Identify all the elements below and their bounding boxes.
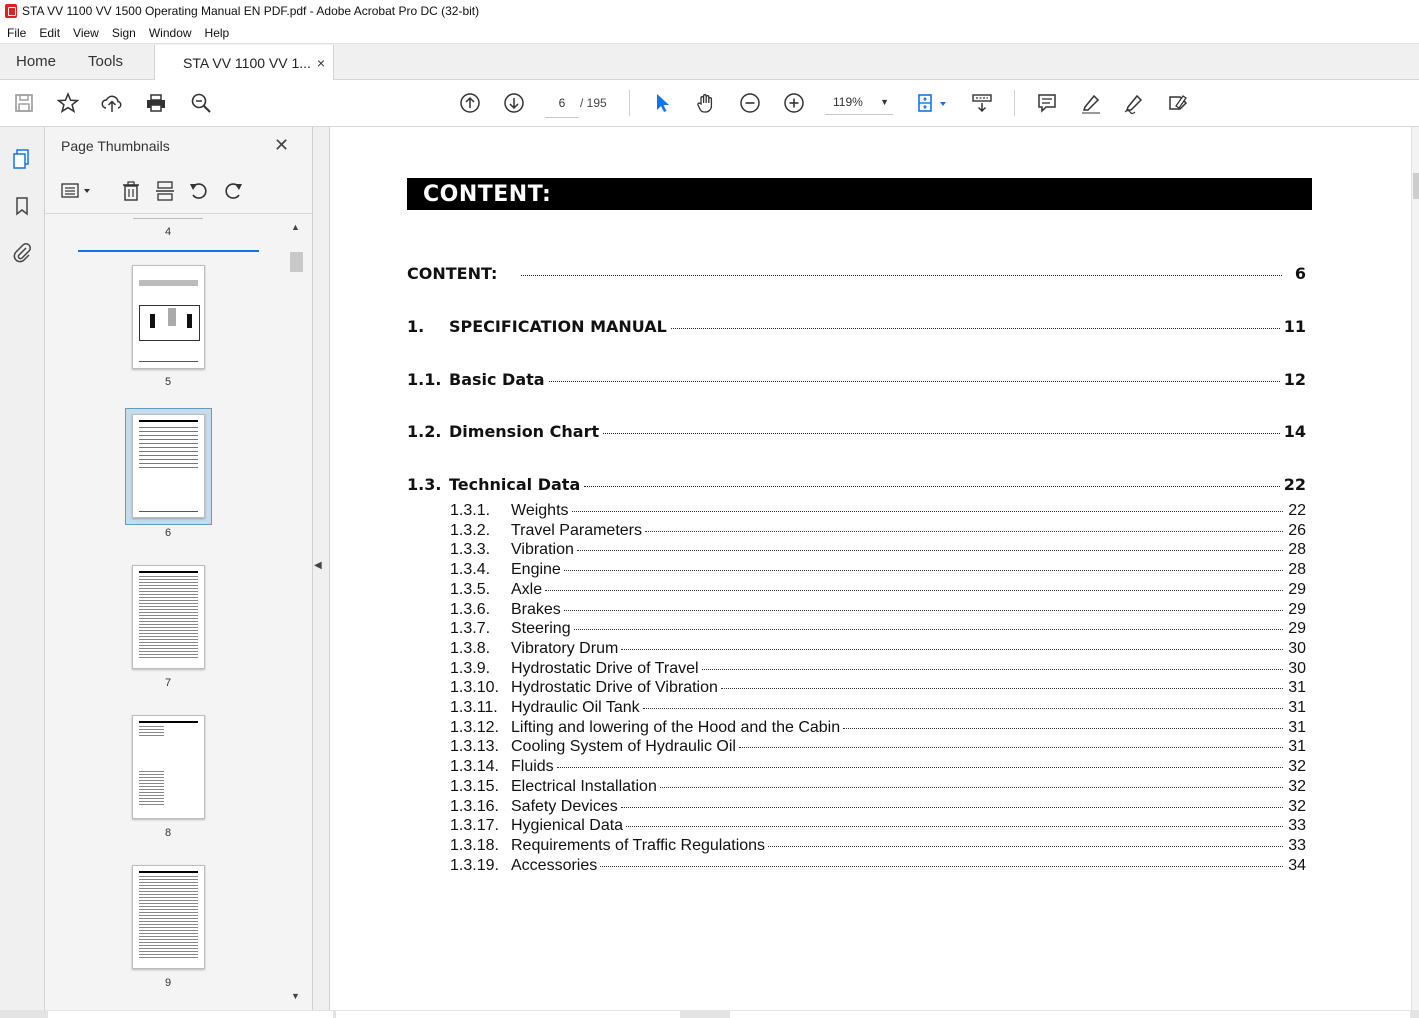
toc-subentry-title: Weights [511, 502, 569, 519]
toc-entry[interactable] [407, 317, 1306, 336]
toc-subentry[interactable] [450, 738, 1306, 756]
page-thumbnails-panel [45, 127, 313, 1018]
toc-subentry-page: 32 [1288, 797, 1306, 815]
toc-entry-page: 14 [1283, 422, 1306, 441]
scrollbar-thumb[interactable] [1413, 173, 1419, 199]
toc-dot-leader [584, 486, 1279, 487]
toc-subentry[interactable] [450, 679, 1306, 697]
toc-subentry-page: 28 [1288, 541, 1306, 559]
menu-file[interactable]: File [7, 25, 27, 40]
panel-title: Page Thumbnails [61, 138, 170, 154]
toc-subentry[interactable] [450, 620, 1306, 638]
toc-subentry-page: 29 [1288, 600, 1306, 618]
toc-entry[interactable] [407, 370, 1306, 389]
thumbnail-page-5[interactable] [132, 265, 205, 369]
zoom-level-value: 119% [833, 95, 863, 109]
zoom-out-icon[interactable] [738, 91, 762, 115]
toc-subentry-number: 1.3.15. [450, 777, 499, 795]
collapse-panel-arrow-icon[interactable]: ◀ [314, 560, 322, 571]
comment-icon[interactable] [1035, 91, 1059, 115]
toc-entry-page: 11 [1283, 317, 1306, 336]
thumbnail-page-label: 9 [164, 977, 172, 989]
toc-subentry[interactable] [450, 837, 1306, 855]
document-page [329, 127, 1412, 1010]
thumbnail-page-9[interactable] [132, 865, 205, 969]
next-page-icon[interactable] [502, 91, 526, 115]
toc-dot-leader [574, 629, 1283, 630]
toc-dot-leader [768, 846, 1283, 847]
tab-close-icon[interactable]: × [316, 54, 326, 71]
toc-subentry[interactable] [450, 601, 1306, 619]
thumbnail-options-icon[interactable] [59, 179, 95, 203]
scroll-down-arrow-icon[interactable]: ▼ [291, 991, 300, 1001]
toc-subentry-title: Brakes [511, 600, 561, 618]
page-total: / 195 [580, 96, 607, 110]
fill-sign-icon[interactable] [1122, 91, 1146, 115]
toc-subentry-number: 1.3.14. [450, 758, 499, 776]
toc-subentry-number: 1.3.7. [450, 620, 491, 638]
edit-pdf-icon[interactable] [1166, 91, 1190, 115]
thumbnail-page-8[interactable] [132, 715, 205, 819]
attachments-paperclip-icon[interactable] [10, 240, 34, 264]
zoom-search-icon[interactable] [189, 91, 213, 115]
select-cursor-icon[interactable] [650, 91, 674, 115]
toc-subentry-number: 1.3.6. [450, 600, 491, 618]
toc-subentry[interactable] [450, 640, 1306, 658]
toc-subentry-page: 26 [1288, 521, 1306, 539]
close-icon[interactable]: ✕ [274, 135, 290, 155]
toc-subentry-number: 1.3.4. [450, 561, 491, 579]
toc-entry-page: 12 [1283, 370, 1306, 389]
toc-subentry-title: Steering [511, 620, 571, 638]
toc-entry-title: Dimension Chart [449, 422, 600, 441]
toc-dot-leader [626, 826, 1283, 827]
toc-subentry-number: 1.3.3. [450, 541, 491, 559]
toc-entry[interactable] [407, 264, 1306, 283]
toc-subentry-number: 1.3.18. [450, 836, 499, 854]
scroll-mode-icon[interactable] [970, 91, 994, 115]
toc-subentry-number: 1.3.1. [450, 502, 491, 519]
toc-subentry[interactable] [450, 541, 1306, 559]
menu-help[interactable]: Help [204, 25, 230, 40]
toc-dot-leader [645, 531, 1283, 532]
toolbar-divider [1014, 90, 1015, 116]
menu-bar [0, 22, 1419, 44]
status-segment [336, 1011, 680, 1018]
toc-subentry-page: 22 [1288, 502, 1306, 519]
toc-dot-leader [660, 787, 1283, 788]
thumbnail-page-6[interactable] [132, 414, 205, 518]
toc-subentry[interactable] [450, 581, 1306, 599]
toc-subentry[interactable] [450, 817, 1306, 835]
delete-trash-icon[interactable] [119, 179, 143, 203]
thumbnail-drop-indicator [78, 250, 259, 252]
toc-subentry[interactable] [450, 522, 1306, 540]
toc-subentry[interactable] [450, 857, 1306, 875]
menu-edit[interactable]: Edit [39, 25, 61, 40]
tab-tools[interactable]: Tools [88, 53, 124, 70]
tab-bar [0, 44, 1419, 80]
highlight-pen-icon[interactable] [1079, 91, 1103, 115]
toc-subentry-title: Engine [511, 561, 561, 579]
content-heading: CONTENT: [423, 182, 552, 207]
rotate-counterclockwise-icon[interactable] [187, 179, 211, 203]
insert-pages-icon[interactable] [153, 179, 177, 203]
previous-page-icon[interactable] [458, 91, 482, 115]
toc-dot-leader [577, 550, 1283, 551]
toc-subentry-title: Axle [511, 580, 543, 598]
toc-subentry-number: 1.3.11. [450, 699, 498, 716]
toc-subentry[interactable] [450, 778, 1306, 796]
bookmark-star-icon[interactable] [56, 91, 80, 115]
scroll-up-arrow-icon[interactable]: ▲ [291, 222, 300, 232]
scrollbar-thumb[interactable] [290, 252, 303, 272]
upload-cloud-icon[interactable] [100, 91, 124, 115]
toc-entry-number: CONTENT: [407, 264, 498, 283]
toc-subentry-title: Hygienical Data [511, 817, 624, 835]
thumbnail-toolbar [45, 169, 312, 214]
toc-dot-leader [621, 807, 1283, 808]
toc-dot-leader [564, 570, 1283, 571]
toc-entry-title: Basic Data [449, 370, 545, 389]
toc-subentry-title: Vibration [511, 541, 574, 559]
toc-subentry[interactable] [450, 502, 1306, 520]
toc-subentry[interactable] [450, 561, 1306, 579]
toc-dot-leader [621, 649, 1283, 650]
toc-subentry-page: 29 [1288, 580, 1306, 598]
toc-subentry-number: 1.3.9. [450, 659, 491, 677]
toc-subentry-title: Requirements of Traffic Regulations [511, 836, 766, 854]
toc-subentry-title: Electrical Installation [511, 777, 657, 795]
toc-subentry-number: 1.3.16. [450, 797, 499, 815]
toc-subentry-title: Accessories [511, 856, 598, 874]
toc-entry-number: 1.2. [407, 422, 442, 441]
toc-subentry-page: 31 [1288, 718, 1306, 736]
toc-subentry-page: 34 [1288, 856, 1306, 874]
toc-subentry-page: 31 [1288, 679, 1306, 697]
title-bar [0, 0, 1419, 22]
toc-dot-leader [702, 669, 1283, 670]
toc-dot-leader [643, 708, 1283, 709]
zoom-in-icon[interactable] [782, 91, 806, 115]
toc-dot-leader [671, 328, 1280, 329]
toc-subentry[interactable] [450, 660, 1306, 678]
zoom-level-select[interactable] [825, 90, 893, 115]
toc-subentry-page: 32 [1288, 777, 1306, 795]
tab-document-label: STA VV 1100 VV 1... [183, 54, 311, 71]
thumbnail-page-label: 4 [164, 226, 172, 238]
toc-subentry[interactable] [450, 758, 1306, 776]
toc-subentry-number: 1.3.10. [450, 679, 499, 697]
toc-subentry[interactable] [450, 699, 1306, 717]
toc-dot-leader [572, 511, 1283, 512]
toc-dot-leader [549, 381, 1280, 382]
thumbnail-page-edge [133, 218, 203, 219]
thumbnail-page-label: 5 [164, 376, 172, 388]
menu-sign[interactable]: Sign [111, 25, 136, 40]
toc-subentry-number: 1.3.2. [450, 521, 491, 539]
toc-subentry-title: Safety Devices [511, 797, 618, 815]
acrobat-pdf-icon [5, 4, 17, 18]
chevron-down-icon: ▼ [880, 97, 889, 107]
rotate-clockwise-icon[interactable] [221, 179, 245, 203]
toc-subentry-number: 1.3.17. [450, 817, 499, 835]
toc-subentry-number: 1.3.19. [450, 856, 499, 874]
toc-subentry-page: 30 [1288, 659, 1306, 677]
toc-subentry-number: 1.3.8. [450, 639, 491, 657]
toc-subentry[interactable] [450, 719, 1306, 737]
toc-subentry-page: 33 [1288, 836, 1306, 854]
toc-subentry-number: 1.3.5. [450, 580, 491, 598]
toolbar-divider [629, 90, 630, 116]
toc-subentry-page: 30 [1288, 639, 1306, 657]
toc-entry-page: 22 [1283, 475, 1306, 494]
toc-entry-page: 6 [1294, 264, 1306, 283]
toc-subentry-number: 1.3.12. [450, 718, 499, 736]
toc-subentry-title: Travel Parameters [511, 521, 642, 539]
toc-dot-leader [557, 767, 1283, 768]
thumbnail-scrollbar[interactable] [289, 220, 304, 1005]
content-heading-band [407, 178, 1312, 210]
toc-subentry-page: 31 [1288, 738, 1306, 756]
menu-view[interactable]: View [73, 25, 99, 40]
menu-window[interactable]: Window [148, 25, 192, 40]
toc-subentry-title: Hydrostatic Drive of Vibration [511, 679, 718, 697]
toc-subentry-title: Vibratory Drum [511, 639, 619, 657]
navigation-rail [0, 127, 45, 1018]
status-segment [48, 1011, 333, 1018]
print-icon[interactable] [144, 91, 168, 115]
toc-subentry-number: 1.3.13. [450, 738, 499, 756]
bookmarks-icon[interactable] [10, 194, 34, 218]
toc-dot-leader [603, 433, 1280, 434]
toc-subentry-title: Hydrostatic Drive of Travel [511, 659, 699, 677]
tab-document[interactable] [154, 45, 334, 80]
toc-subentry-page: 33 [1288, 817, 1306, 835]
toc-subentry-title: Fluids [511, 758, 554, 776]
toc-entry-title: Technical Data [449, 475, 581, 494]
toc-subentry-page: 31 [1288, 699, 1306, 716]
toc-entry-number: 1.3. [407, 475, 442, 494]
toc-subentry-title: Cooling System of Hydraulic Oil [511, 738, 736, 756]
toc-dot-leader [739, 747, 1283, 748]
thumbnail-page-label: 8 [164, 827, 172, 839]
toc-entry-title: SPECIFICATION MANUAL [449, 317, 667, 336]
toc-entry-number: 1. [407, 317, 425, 336]
thumbnail-page-label: 7 [164, 677, 172, 689]
status-segment [730, 1011, 1410, 1018]
toc-subentry-page: 32 [1288, 758, 1306, 776]
toc-subentry-page: 29 [1288, 620, 1306, 638]
toc-dot-leader [600, 866, 1283, 867]
thumbnail-page-7[interactable] [132, 565, 205, 669]
window-title: STA VV 1100 VV 1500 Operating Manual EN PDF.pdf - Adobe Acrobat Pro DC (32-bit) [22, 4, 480, 18]
toc-subentry-title: Hydraulic Oil Tank [511, 699, 640, 716]
toc-dot-leader [564, 610, 1283, 611]
toc-dot-leader [843, 728, 1283, 729]
main-toolbar [0, 80, 1419, 127]
toc-subentry-title: Lifting and lowering of the Hood and the Cabin [511, 718, 841, 736]
toc-dot-leader [721, 688, 1283, 689]
toc-subentry-page: 28 [1288, 561, 1306, 579]
toc-dot-leader [545, 590, 1283, 591]
hand-tool-icon[interactable] [694, 91, 718, 115]
bottom-status-strip [0, 1010, 1419, 1018]
document-vertical-scrollbar[interactable] [1411, 127, 1419, 1010]
toc-entry-number: 1.1. [407, 370, 442, 389]
page-view-mode-icon[interactable] [914, 91, 952, 115]
toc-entry[interactable] [407, 475, 1306, 494]
toc-subentry[interactable] [450, 798, 1306, 816]
toc-dot-leader [521, 275, 1282, 276]
page-thumbnails-icon[interactable] [10, 147, 34, 171]
save-icon[interactable] [12, 91, 36, 115]
page-number-input[interactable] [545, 89, 579, 118]
toc-entry[interactable] [407, 422, 1306, 441]
thumbnail-page-label: 6 [164, 527, 172, 539]
tab-home[interactable]: Home [16, 53, 57, 70]
